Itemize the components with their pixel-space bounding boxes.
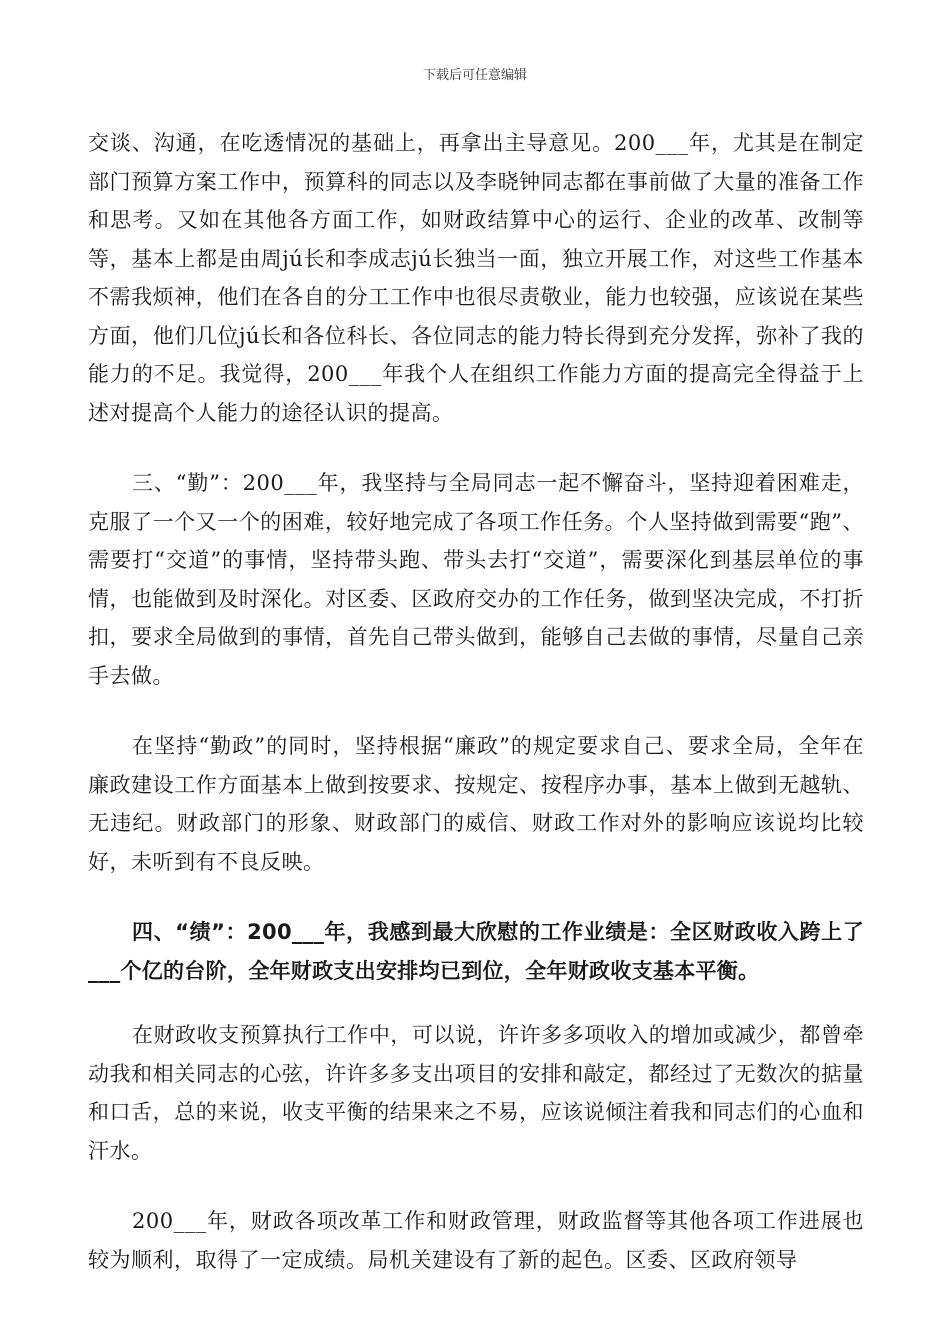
paragraph-5: 在财政收支预算执行工作中，可以说，许许多多项收入的增加或减少，都曾牵动我和相关同志的心弦，许许多多支出项目的安排和敲定，都经过了无数次的掂量和口舌，总的来说，收支平衡的结果来之不易，应该说倾注着我和同志们的心血和汗水。 <box>88 1023 864 1163</box>
paragraph-3: 在坚持“勤政”的同时，坚持根据“廉政”的规定要求自己、要求全局，全年在廉政建设工作方面基本上做到按要求、按规定、按程序办事，基本上做到无越轨、无违纪。财政部门的形象、财政部门的威信、财政工作对外的影响应该说均比较好，未听到有不良反映。 <box>88 734 864 874</box>
document-body <box>88 124 864 1311</box>
paragraph-4-heading: 四、“绩”：200___年，我感到最大欣慰的工作业绩是：全区财政收入跨上了___个亿的台阶，全年财政支出安排均已到位，全年财政收支基本平衡。 <box>88 920 864 983</box>
paragraph-1: 交谈、沟通，在吃透情况的基础上，再拿出主导意见。200___年，尤其是在制定部门预算方案工作中，预算科的同志以及李晓钟同志都在事前做了大量的准备工作和思考。又如在其他各方面工作，如财政结算中心的运行、企业的改革、改制等等，基本上都是由周jú长和李成志jú长独当一面，独立开展工作，对这些工作基本不需我烦神，他们在各自的分工工作中也很尽责敬业，能力也较强，应该说在某些方面，他们几位jú长和各位科长、各位同志的能力特长得到充分发挥，弥补了我的能力的不足。我觉得，200___年我个人在组织工作能力方面的提高完全得益于上述对提高个人能力的途径认识的提高。 <box>88 131 864 425</box>
page-header: 下载后可任意编辑 <box>422 68 527 83</box>
paragraph-6: 200___年，财政各项改革工作和财政管理，财政监督等其他各项工作进展也较为顺利，取得了一定成绩。局机关建设有了新的起色。区委、区政府领导 <box>88 1209 864 1272</box>
paragraph-2: 三、“勤”：200___年，我坚持与全局同志一起不懈奋斗，坚持迎着困难走，克服了一个又一个的困难，较好地完成了各项工作任务。个人坚持做到需要“跑”、需要打“交道”的事情，坚持带头跑、带头去打“交道”，需要深化到基层单位的事情，也能做到及时深化。对区委、区政府交办的工作任务，做到坚决完成，不打折扣，要求全局做到的事情，首先自己带头做到，能够自己去做的事情，尽量自己亲手去做。 <box>88 471 864 688</box>
